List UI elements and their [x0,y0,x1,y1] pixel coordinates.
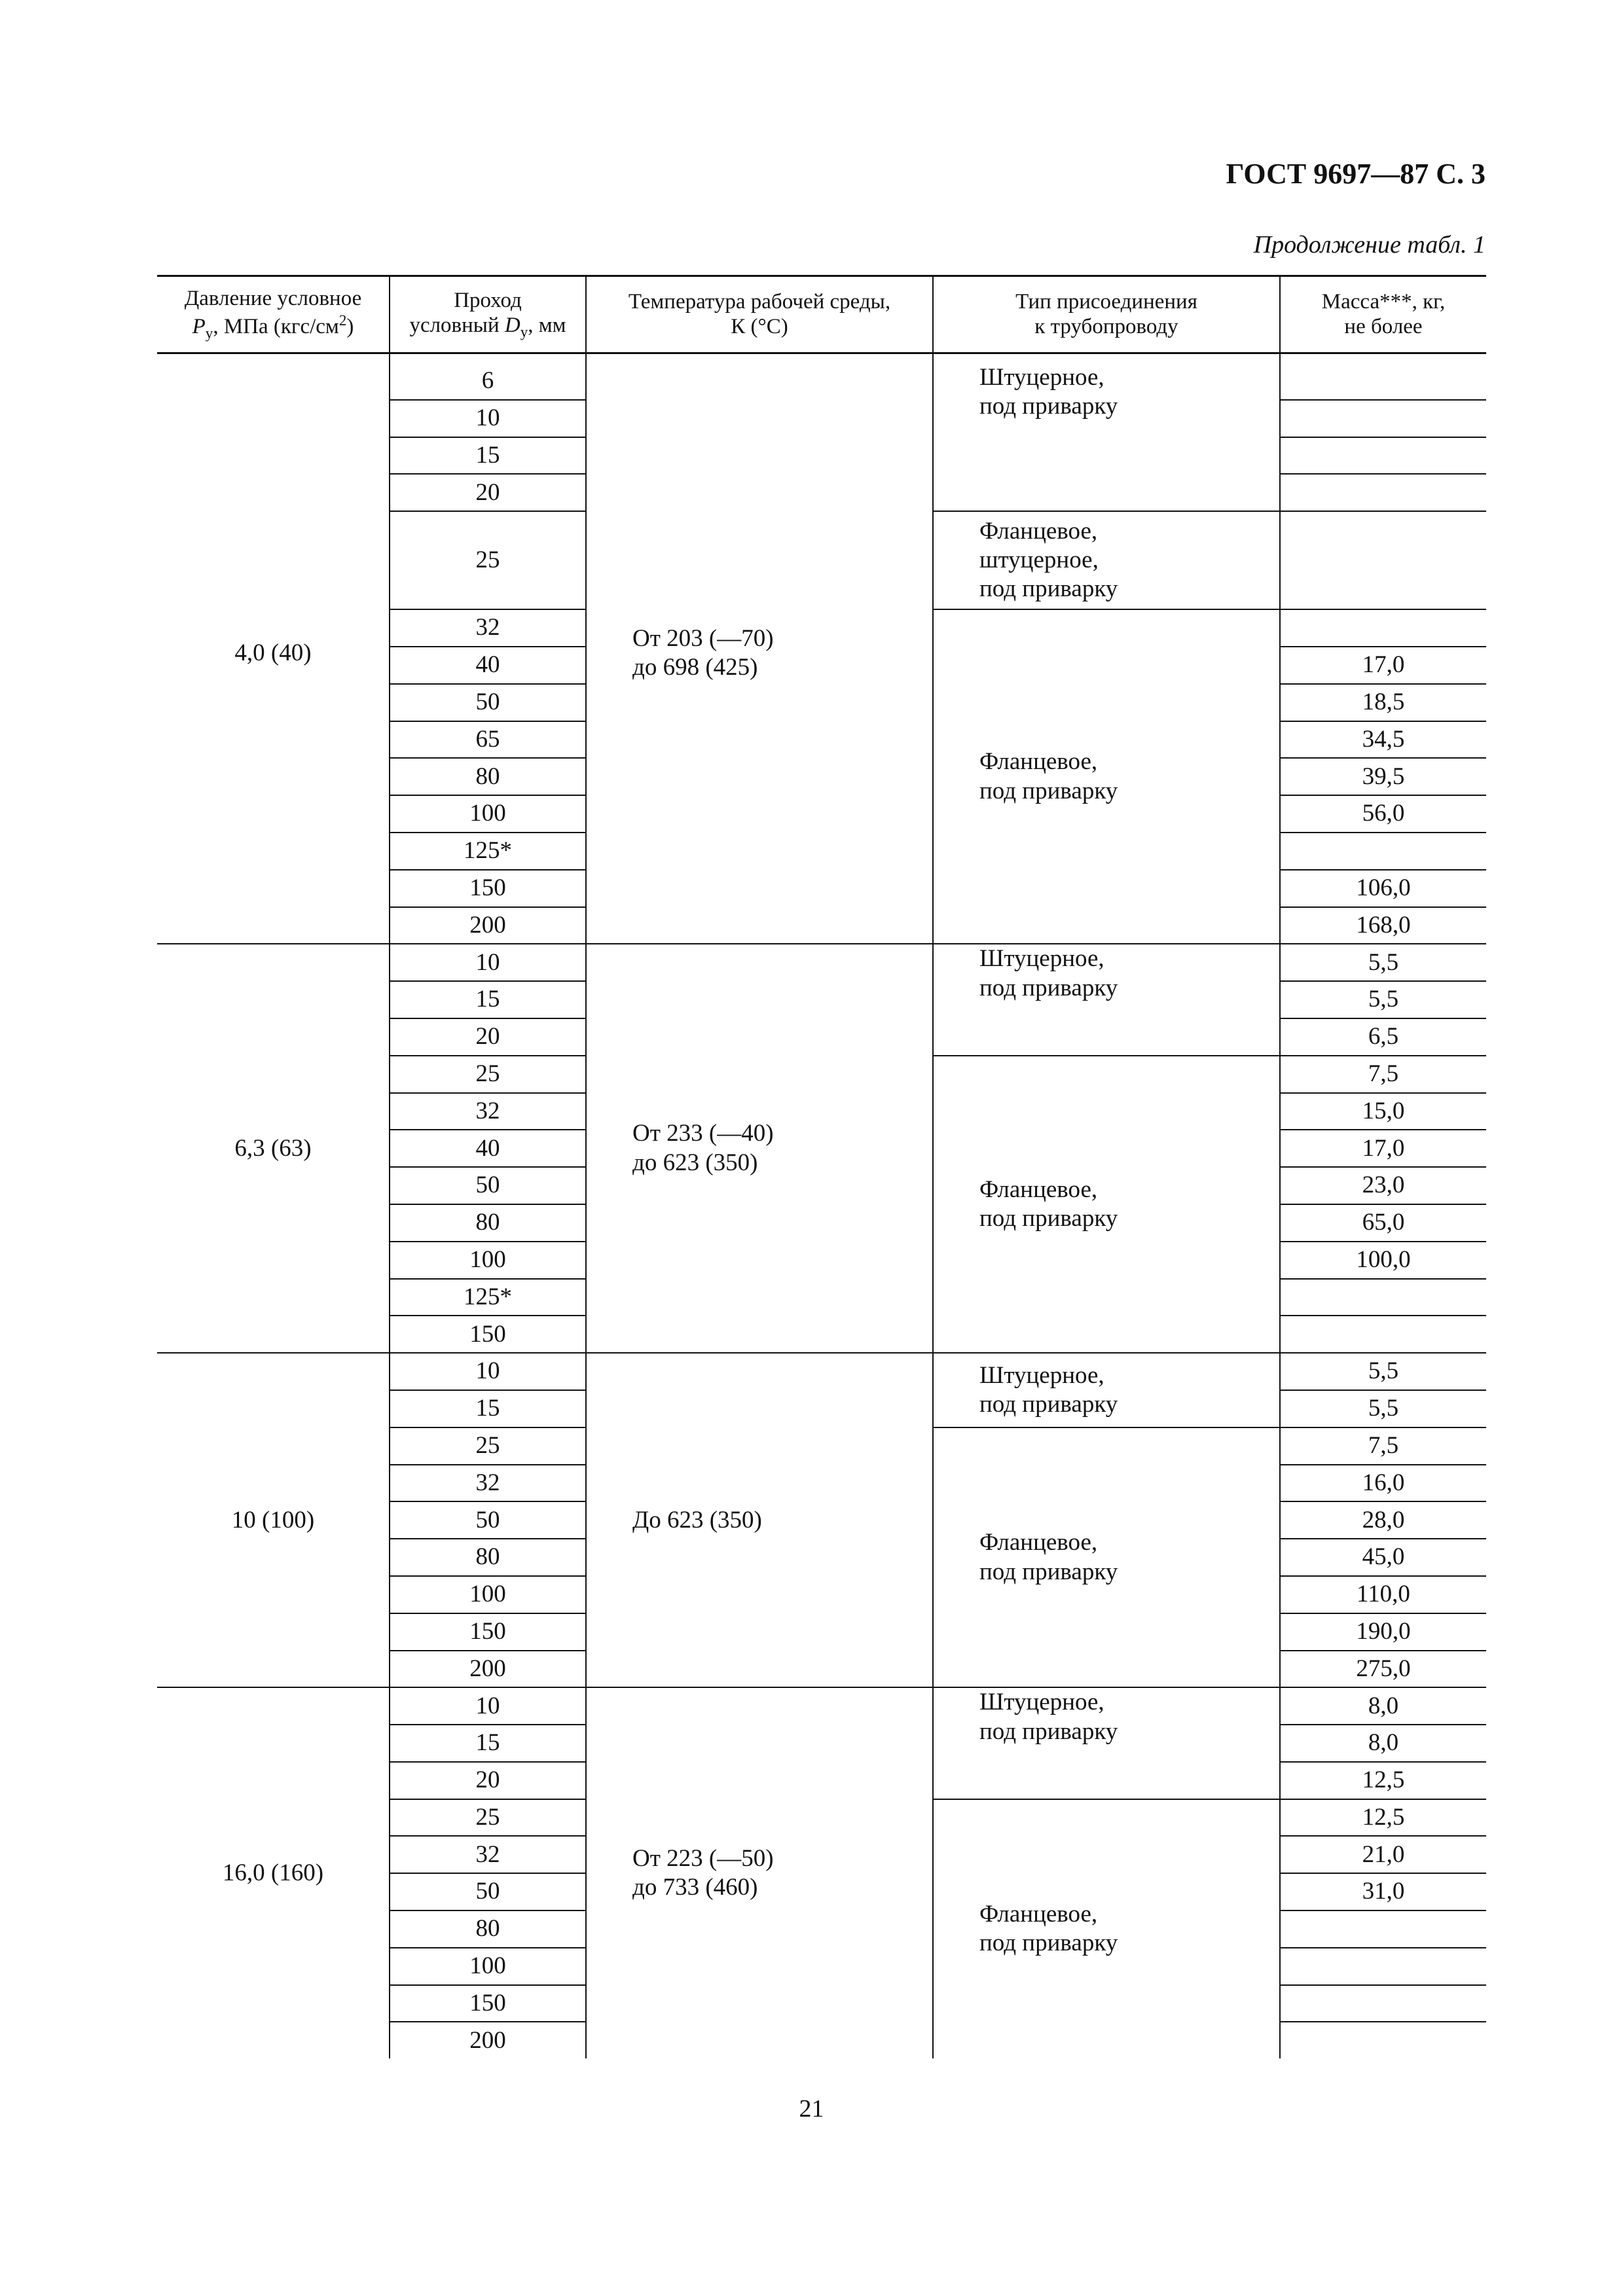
table-row [157,353,1486,400]
connection-type-line: Штуцерное, [979,364,1104,391]
mass-cell: 12,5 [1280,1799,1486,1837]
connection-type-line: Фланцевое, [979,1175,1098,1203]
nominal-passage-cell: 200 [390,2022,586,2058]
mass-cell [1280,2022,1486,2058]
connection-type-line: под приварку [979,777,1118,804]
mass-cell: 5,5 [1280,944,1486,981]
temperature-cell [586,1353,933,1687]
nominal-passage-cell: 15 [390,1390,586,1427]
connection-type-line: под приварку [979,1390,1118,1418]
nominal-passage-cell: 40 [390,1130,586,1167]
nominal-passage-cell: 10 [390,944,586,981]
nominal-passage-cell: 32 [390,1093,586,1130]
nominal-passage-cell: 65 [390,721,586,759]
nominal-passage-cell: 80 [390,1910,586,1948]
connection-type-line: под приварку [979,974,1118,1001]
header-pressure: Давление условное $P_у$, МПа $(кгс/см^2)$ [157,276,390,353]
connection-type-line: Фланцевое, [979,1529,1098,1556]
connection-type-line: Фланцевое, [979,748,1098,776]
connection-type-cell [933,1799,1280,2059]
nominal-passage-cell: 200 [390,1651,586,1688]
nominal-passage-cell: 125* [390,1279,586,1316]
nominal-passage-cell: 15 [390,1725,586,1762]
connection-type-line: под приварку [979,1717,1118,1745]
pressure-cell: 6,3 (63) [157,944,390,1353]
mass-cell: 7,5 [1280,1427,1486,1465]
mass-cell: 17,0 [1280,1130,1486,1167]
nominal-passage-cell: 100 [390,1242,586,1279]
table-row [157,1687,1486,1725]
connection-type-cell [933,1056,1280,1353]
connection-type-cell [933,944,1280,1055]
connection-type-line: под приварку [979,575,1118,603]
connection-type-line: под приварку [979,1929,1118,1957]
connection-type-line: Штуцерное, [979,945,1104,973]
pressure-cell: 10 (100) [157,1353,390,1687]
connection-type-line: штуцерное, [979,546,1099,573]
temperature-cell [586,353,933,944]
nominal-passage-cell: 25 [390,1799,586,1837]
nominal-passage-cell: 125* [390,833,586,870]
nominal-passage-cell: 25 [390,1056,586,1093]
table-row [157,944,1486,981]
nominal-passage-cell: 15 [390,981,586,1018]
mass-cell: 23,0 [1280,1167,1486,1204]
nominal-passage-cell: 80 [390,1539,586,1576]
mass-cell [1280,1316,1486,1353]
connection-type-line: под приварку [979,393,1118,420]
pressure-cell: 16,0 (160) [157,1687,390,2058]
mass-cell: 18,5 [1280,684,1486,721]
connection-type-cell [933,1687,1280,1799]
mass-cell: 5,5 [1280,981,1486,1018]
mass-cell [1280,1279,1486,1316]
mass-cell [1280,437,1486,475]
mass-cell: 8,0 [1280,1725,1486,1762]
mass-cell: 65,0 [1280,1204,1486,1242]
mass-cell [1280,609,1486,647]
connection-type-cell [933,609,1280,944]
mass-cell: 275,0 [1280,1651,1486,1688]
mass-cell [1280,511,1486,609]
header-mass: Масса***, кг, не более [1280,276,1486,353]
mass-cell: 168,0 [1280,907,1486,944]
mass-cell: 5,5 [1280,1353,1486,1390]
nominal-passage-cell: 50 [390,1167,586,1204]
temperature-line: до 623 (350) [632,1149,758,1176]
temperature-cell [586,944,933,1353]
nominal-passage-cell: 100 [390,1948,586,1985]
mass-cell [1280,1985,1486,2022]
temperature-line: От 233 (—40) [632,1120,774,1147]
nominal-passage-cell: 25 [390,1427,586,1465]
nominal-passage-cell: 150 [390,870,586,907]
connection-type-line: под приварку [979,1558,1118,1585]
temperature-line: До 623 (350) [632,1506,762,1534]
connection-type-cell [933,511,1280,609]
connection-type-line: Фланцевое, [979,1901,1098,1928]
nominal-passage-cell: 50 [390,1873,586,1910]
temperature-line: От 223 (—50) [632,1844,774,1872]
nominal-passage-cell: 20 [390,474,586,511]
document-code: ГОСТ 9697—87 С. 3 [1226,158,1486,190]
nominal-passage-cell: 25 [390,511,586,609]
nominal-passage-cell: 80 [390,758,586,795]
temperature-cell [586,1687,933,2058]
nominal-passage-cell: 150 [390,1316,586,1353]
table-header [157,276,1486,353]
mass-cell: 110,0 [1280,1576,1486,1613]
connection-type-cell [933,1353,1280,1427]
mass-cell [1280,474,1486,511]
nominal-passage-cell: 50 [390,1501,586,1539]
nominal-passage-cell: 15 [390,437,586,475]
connection-type-line: Штуцерное, [979,1689,1104,1716]
nominal-passage-cell: 150 [390,1613,586,1651]
mass-cell: 8,0 [1280,1687,1486,1725]
header-connection: Тип присоединения к трубопроводу [933,276,1280,353]
mass-cell: 7,5 [1280,1056,1486,1093]
pressure-cell: 4,0 (40) [234,639,312,666]
nominal-passage-cell: 10 [390,1687,586,1725]
nominal-passage-cell: 32 [390,1836,586,1873]
mass-cell [1280,1910,1486,1948]
nominal-passage-cell: 50 [390,684,586,721]
mass-cell: 39,5 [1280,758,1486,795]
table-body [157,353,1486,2059]
nominal-passage-cell: 10 [390,1353,586,1390]
nominal-passage-cell: 200 [390,907,586,944]
header-temperature: Температура рабочей среды, К (°С) [586,276,933,353]
temperature-line: до 733 (460) [632,1874,758,1901]
mass-cell: 56,0 [1280,795,1486,833]
nominal-passage-cell: 100 [390,1576,586,1613]
page-number: 21 [799,2095,824,2123]
connection-type-line: Фланцевое, [979,517,1098,545]
table-continuation-label: Продолжение табл. 1 [1253,231,1486,259]
mass-cell: 45,0 [1280,1539,1486,1576]
connection-type-cell [933,1427,1280,1688]
connection-type-cell [933,353,1280,512]
nominal-passage-cell: 40 [390,647,586,684]
nominal-passage-cell: 10 [390,400,586,437]
mass-cell: 34,5 [1280,721,1486,759]
mass-cell: 6,5 [1280,1018,1486,1056]
specification-table [157,275,1486,2058]
mass-cell [1280,833,1486,870]
mass-cell: 28,0 [1280,1501,1486,1539]
mass-cell: 21,0 [1280,1836,1486,1873]
mass-cell: 106,0 [1280,870,1486,907]
nominal-passage-cell: 80 [390,1204,586,1242]
nominal-passage-cell: 32 [390,609,586,647]
nominal-passage-cell: 100 [390,795,586,833]
nominal-passage-cell: 20 [390,1018,586,1056]
temperature-line: От 203 (—70) [632,624,774,652]
connection-type-line: Штуцерное, [979,1361,1104,1389]
mass-cell: 190,0 [1280,1613,1486,1651]
nominal-passage-cell: 32 [390,1465,586,1502]
mass-cell [1280,1948,1486,1985]
mass-cell: 100,0 [1280,1242,1486,1279]
mass-cell: 12,5 [1280,1762,1486,1799]
nominal-passage-cell: 6 [390,353,586,400]
header-passage: Проход условный $D_у$, мм [390,276,586,353]
mass-cell: 31,0 [1280,1873,1486,1910]
mass-cell: 15,0 [1280,1093,1486,1130]
connection-type-line: под приварку [979,1204,1118,1232]
mass-cell: 16,0 [1280,1465,1486,1502]
mass-cell [1280,353,1486,400]
mass-cell [1280,400,1486,437]
mass-cell: 5,5 [1280,1390,1486,1427]
table-row [157,1353,1486,1390]
mass-cell: 17,0 [1280,647,1486,684]
nominal-passage-cell: 20 [390,1762,586,1799]
temperature-line: до 698 (425) [632,654,758,681]
nominal-passage-cell: 150 [390,1985,586,2022]
